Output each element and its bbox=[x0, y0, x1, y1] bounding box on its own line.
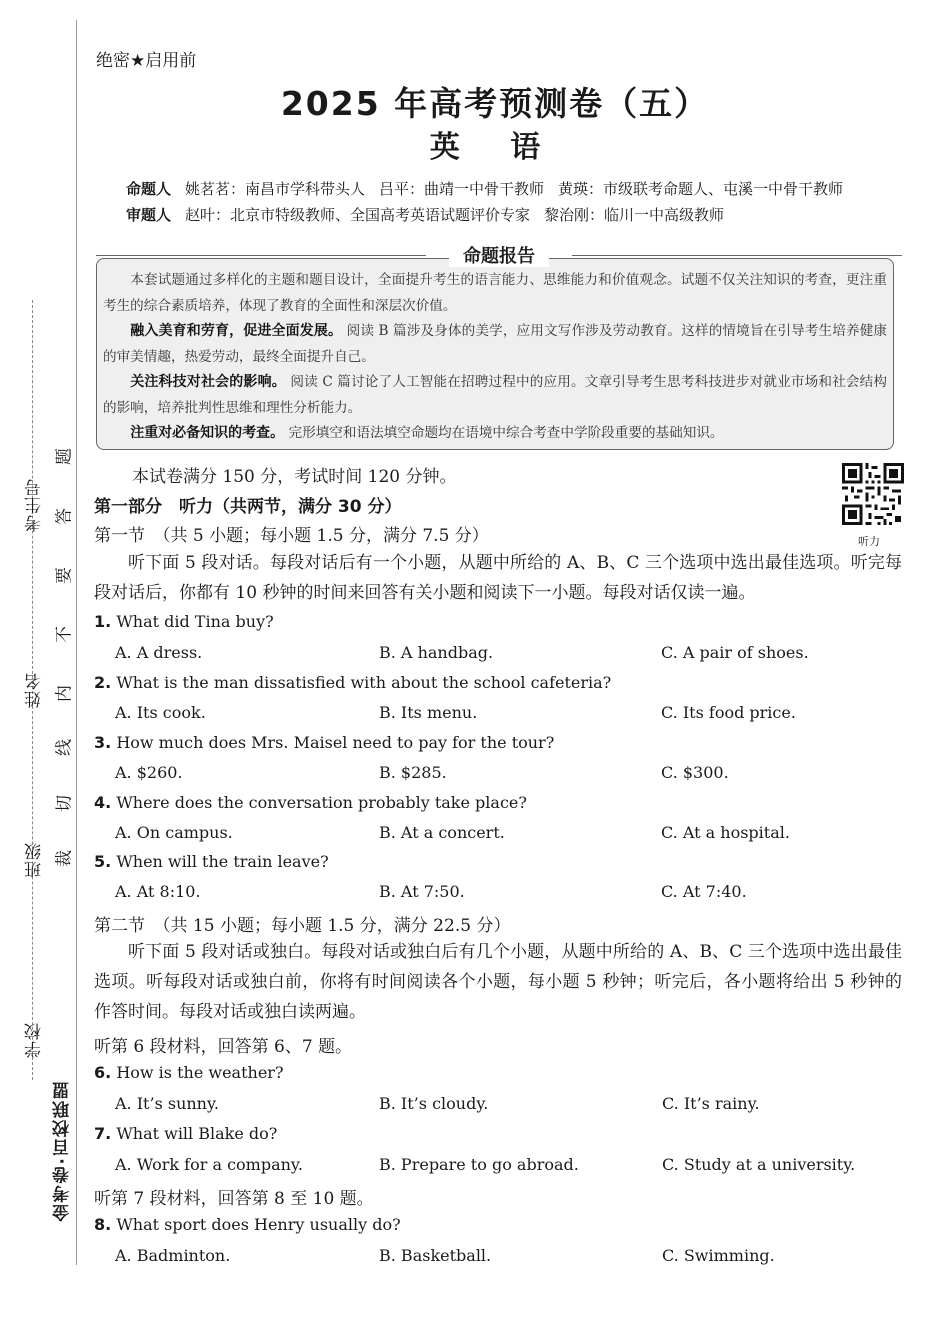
cut-line-char: 线 bbox=[54, 739, 75, 756]
section1-title: 第一节 （共 5 小题；每小题 1.5 分，满分 7.5 分） bbox=[94, 526, 489, 546]
exam-number-label: 考生号 bbox=[25, 478, 45, 532]
section2-title: 第二节 （共 15 小题；每小题 1.5 分，满分 22.5 分） bbox=[94, 916, 511, 936]
setter-name: 姚茗茗：南昌市学科带头人 bbox=[185, 180, 366, 198]
report-paragraph bbox=[103, 319, 887, 370]
question-4: 4. Where does the conversation probably take place? bbox=[94, 793, 527, 812]
qr-code-icon[interactable] bbox=[842, 463, 904, 525]
report-paragraph bbox=[103, 421, 887, 447]
report-title-bar bbox=[96, 242, 902, 268]
report-lead: 融入美育和劳育，促进全面发展。 bbox=[130, 323, 343, 339]
group-6-heading: 听第 6 段材料，回答第 6、7 题。 bbox=[94, 1037, 353, 1057]
report-box bbox=[96, 258, 894, 450]
exam-info: 本试卷满分 150 分，考试时间 120 分钟。 bbox=[132, 467, 457, 487]
cut-line-char: 内 bbox=[54, 685, 75, 702]
group-7-heading: 听第 7 段材料，回答第 8 至 10 题。 bbox=[94, 1189, 374, 1209]
report-lead: 注重对必备知识的考查。 bbox=[130, 425, 285, 441]
option-b[interactable]: B. $285. bbox=[379, 763, 447, 782]
setter-row bbox=[126, 178, 857, 199]
report-paragraph bbox=[103, 370, 887, 421]
part1-title: 第一部分 听力（共两节，满分 30 分） bbox=[94, 497, 402, 517]
report-title: 命题报告 bbox=[96, 242, 902, 268]
option-b[interactable]: B. At 7:50. bbox=[379, 882, 465, 901]
option-c[interactable]: C. Its food price. bbox=[661, 703, 796, 722]
cut-line-char: 切 bbox=[54, 795, 75, 812]
option-a[interactable]: A. On campus. bbox=[115, 823, 233, 842]
report-text: 阅读 B 篇涉及身体的美学，应用文写作涉及劳动教育。这样的情境旨在引导考生培养健康的审美情趣，热爱劳动，最终全面提升自己。 bbox=[103, 323, 888, 365]
option-a[interactable]: A. Work for a company. bbox=[115, 1155, 303, 1174]
question-6: 6. How is the weather? bbox=[94, 1063, 284, 1082]
option-c[interactable]: C. Study at a university. bbox=[662, 1155, 856, 1174]
question-2: 2. What is the man dissatisfied with about the school cafeteria? bbox=[94, 673, 612, 692]
option-a[interactable]: A. It’s sunny. bbox=[115, 1094, 219, 1113]
section2-instructions: 听下面 5 段对话或独白。每段对话或独白后有几个小题，从题中所给的 A、B、C 三个选项中选出最佳选项。听每段对话或独白前，你将有时间阅读各个小题，每小题 5 秒钟；听完后，各小题将给出 5 秒钟的作答时间。每段对话或独白读两遍。 bbox=[94, 942, 902, 1022]
setter-name: 黄瑛：市级联考命题人、屯溪一中骨干教师 bbox=[558, 180, 844, 198]
question-1: 1. What did Tina buy? bbox=[94, 612, 274, 631]
cut-line-char: 要 bbox=[54, 567, 75, 584]
margin-divider bbox=[76, 20, 77, 1265]
option-a[interactable]: A. $260. bbox=[115, 763, 183, 782]
reviewer-row bbox=[126, 204, 738, 225]
question-8: 8. What sport does Henry usually do? bbox=[94, 1215, 401, 1234]
reviewer-label: 审题人 bbox=[126, 206, 172, 224]
report-lead: 关注科技对社会的影响。 bbox=[130, 374, 286, 390]
question-3: 3. How much does Mrs. Maisel need to pay for the tour? bbox=[94, 733, 555, 752]
option-b[interactable]: B. A handbag. bbox=[379, 643, 494, 662]
report-intro: 本套试题通过多样化的主题和题目设计，全面提升考生的语言能力、思维能力和价值观念。试题不仅关注知识的考查，更注重考生的综合素质培养，体现了教育的全面性和深层次价值。 bbox=[103, 272, 887, 314]
report-text: 阅读 C 篇讨论了人工智能在招聘过程中的应用。文章引导考生思考科技进步对就业市场和社会结构的影响，培养批判性思维和理性分析能力。 bbox=[103, 374, 887, 416]
option-c[interactable]: C. It’s rainy. bbox=[662, 1094, 760, 1113]
subject-title: 英 语 bbox=[429, 130, 561, 165]
report-text: 完形填空和语法填空命题均在语境中综合考查中学阶段重要的基础知识。 bbox=[288, 425, 724, 441]
class-label: 班级 bbox=[25, 842, 45, 878]
confidential-label: 绝密★启用前 bbox=[96, 51, 197, 71]
question-7: 7. What will Blake do? bbox=[94, 1124, 278, 1143]
section1-instructions: 听下面 5 段对话。每段对话后有一个小题，从题中所给的 A、B、C 三个选项中选出最佳选项。听完每段对话后，你都有 10 秒钟的时间来回答有关小题和阅读下一小题。每段对话仅读一遍。 bbox=[94, 553, 902, 603]
cut-line-char: 不 bbox=[54, 626, 75, 643]
cut-line-char: 答 bbox=[54, 508, 75, 525]
option-a[interactable]: A. Badminton. bbox=[115, 1246, 231, 1265]
question-5: 5. When will the train leave? bbox=[94, 852, 329, 871]
option-b[interactable]: B. Prepare to go abroad. bbox=[379, 1155, 579, 1174]
option-b[interactable]: B. At a concert. bbox=[379, 823, 505, 842]
exam-title: 2025 年高考预测卷（五） bbox=[280, 84, 710, 123]
binding-margin bbox=[0, 0, 78, 1343]
option-b[interactable]: B. Basketball. bbox=[379, 1246, 492, 1265]
option-b[interactable]: B. Its menu. bbox=[379, 703, 478, 722]
option-c[interactable]: C. A pair of shoes. bbox=[661, 643, 809, 662]
brand-logo-text: 金考卷·百校联盟 bbox=[53, 1080, 73, 1222]
school-label: 学校 bbox=[25, 1022, 45, 1058]
option-a[interactable]: A. A dress. bbox=[115, 643, 203, 662]
setter-name: 吕平：曲靖一中骨干教师 bbox=[379, 180, 545, 198]
cut-line-char: 裁 bbox=[54, 850, 75, 867]
option-c[interactable]: C. At a hospital. bbox=[661, 823, 790, 842]
reviewer-name: 赵叶：北京市特级教师、全国高考英语试题评价专家 bbox=[185, 206, 531, 224]
cut-line-char: 题 bbox=[54, 448, 75, 465]
option-c[interactable]: C. $300. bbox=[661, 763, 729, 782]
option-a[interactable]: A. Its cook. bbox=[115, 703, 206, 722]
qr-label: 听力 bbox=[858, 535, 880, 548]
option-b[interactable]: B. It’s cloudy. bbox=[379, 1094, 489, 1113]
option-c[interactable]: C. At 7:40. bbox=[661, 882, 747, 901]
name-label: 姓名 bbox=[25, 672, 45, 708]
option-a[interactable]: A. At 8:10. bbox=[115, 882, 201, 901]
reviewer-name: 黎治刚：临川一中高级教师 bbox=[544, 206, 725, 224]
option-c[interactable]: C. Swimming. bbox=[662, 1246, 775, 1265]
setter-label: 命题人 bbox=[126, 180, 172, 198]
